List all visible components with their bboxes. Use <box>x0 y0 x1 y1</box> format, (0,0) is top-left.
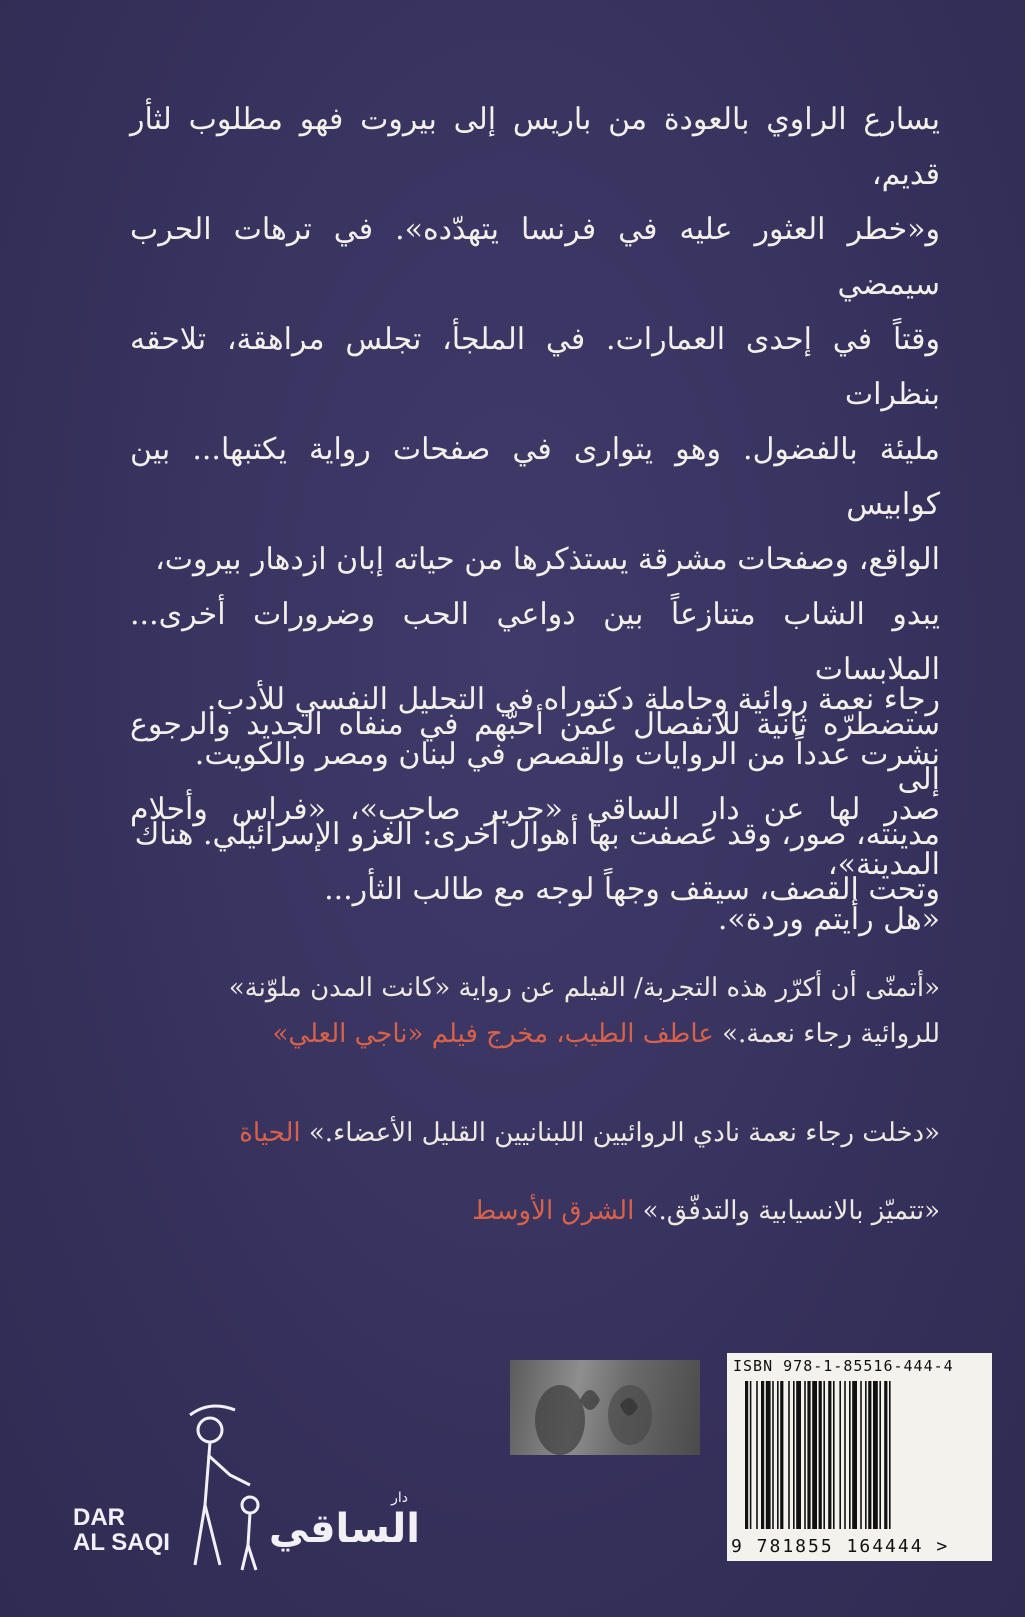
barcode-bar <box>777 1381 779 1529</box>
barcode-bar <box>879 1381 881 1529</box>
barcode-bar <box>745 1381 748 1529</box>
barcode-bar <box>860 1381 862 1529</box>
bio-line: صدر لها عن دار الساقي «حرير صاحب»، «فراس وأحلام المدينة»، <box>130 792 940 882</box>
author-bio <box>130 672 940 947</box>
barcode-digits: 9 781855 164444 > <box>731 1536 950 1557</box>
barcode-bar <box>793 1381 795 1529</box>
synopsis-line: الواقع، وصفحات مشرقة يستذكرها من حياته إبان ازدهار بيروت، <box>155 542 940 577</box>
quote-line: «أتمنّى أن أكرّر هذه التجربة/ الفيلم عن رواية «كانت المدن ملوّنة» <box>228 973 940 1003</box>
barcode-bar <box>884 1381 887 1529</box>
barcode-bar <box>780 1381 783 1529</box>
synopsis-line: ستضطرّه ثانية للانفصال عمن أحبّهم في منفاه الجديد والرجوع إلى <box>130 707 940 797</box>
barcode-bar <box>756 1381 758 1529</box>
barcode-bar <box>889 1381 891 1529</box>
quote-text: «دخلت رجاء نعمة نادي الروائيين اللبنانيين القليل الأعضاء.» <box>308 1118 940 1148</box>
synopsis-line: مدينته، صور، وقد عصفت بها أهوال أخرى: الغزو الإسرائيلي. هناك <box>134 817 940 852</box>
barcode-bar <box>807 1381 810 1529</box>
logo-arabic-name: الساقي <box>268 1506 420 1552</box>
quote-line <box>100 1011 940 1057</box>
barcode-bar <box>772 1381 774 1529</box>
barcode-bar <box>750 1381 752 1529</box>
quote-source: الحياة <box>239 1118 301 1148</box>
review-quote-3 <box>100 1188 940 1234</box>
synopsis-line: و«خطر العثور عليه في فرنسا يتهدّده». في ترهات الحرب سيمضي <box>130 212 940 302</box>
barcode-bar <box>865 1381 867 1529</box>
quote-text: للروائية رجاء نعمة.» <box>722 1019 940 1049</box>
barcode-bar <box>833 1381 835 1529</box>
barcode-bar <box>823 1381 825 1529</box>
bio-line: رجاء نعمة روائية وحاملة دكتوراه في التحليل النفسي للأدب. <box>206 682 940 717</box>
barcode-bar <box>852 1381 857 1529</box>
barcode-bar <box>844 1381 846 1529</box>
barcode-bar <box>868 1381 871 1529</box>
barcode-bar <box>839 1381 841 1529</box>
barcode-bar <box>766 1381 771 1529</box>
review-quote-1 <box>100 965 940 1057</box>
quote-text: «تتميّز بالانسيابية والتدفّق.» <box>642 1196 940 1226</box>
quote-source: عاطف الطيب، مخرج فيلم «ناجي العلي» <box>272 1019 714 1049</box>
barcode-bar <box>788 1381 790 1529</box>
publisher-logo-arabic <box>268 1490 420 1570</box>
logo-line-2: AL SAQI <box>73 1529 170 1556</box>
cover-photo-thumbnail <box>510 1360 700 1455</box>
isbn-label: ISBN 978-1-85516-444-4 <box>733 1357 954 1375</box>
barcode-bar <box>804 1381 806 1529</box>
barcode-bar <box>812 1381 817 1529</box>
isbn-barcode <box>727 1353 992 1561</box>
synopsis-line: مليئة بالفضول. وهو يتوارى في صفحات رواية يكتبها... بين كوابيس <box>130 432 940 522</box>
barcode-bar <box>828 1381 831 1529</box>
quote-source: الشرق الأوسط <box>472 1196 635 1226</box>
logo-line-1: DAR <box>73 1504 125 1531</box>
synopsis-line: يبدو الشاب متنازعاً بين دواعي الحب وضرورات أخرى... الملابسات <box>130 597 940 687</box>
photo-hands-image <box>510 1360 700 1455</box>
barcode-bars <box>745 1381 977 1529</box>
barcode-bar <box>796 1381 801 1529</box>
logo-arabic-small: دار <box>391 1490 408 1506</box>
synopsis-line: وقتاً في إحدى العمارات. في الملجأ، تجلس مراهقة، تلاحقه بنظرات <box>130 322 940 412</box>
bio-line: نشرت عدداً من الروايات والقصص في لبنان ومصر والكويت. <box>194 737 940 772</box>
bio-line: «هل رأيتم وردة». <box>717 902 940 937</box>
barcode-bar <box>819 1381 822 1529</box>
barcode-bar <box>761 1381 764 1529</box>
synopsis-line: يسارع الراوي بالعودة من باريس إلى بيروت فهو مطلوب لثأر قديم، <box>130 102 940 192</box>
barcode-bar <box>849 1381 851 1529</box>
synopsis-line: وتحت القصف، سيقف وجهاً لوجه مع طالب الثأر... <box>324 872 940 907</box>
review-quote-2 <box>100 1110 940 1156</box>
barcode-bar <box>873 1381 878 1529</box>
publisher-logo-latin <box>73 1505 170 1555</box>
